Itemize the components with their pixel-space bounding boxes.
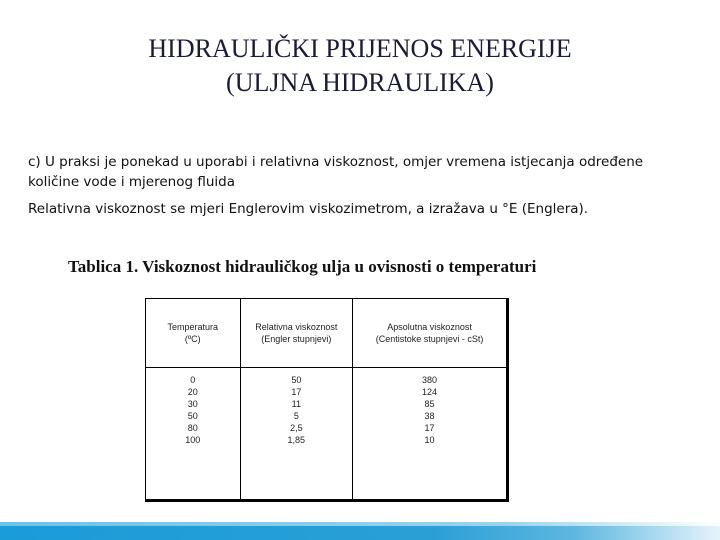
header-relative-unit: (Engler stupnjevi)	[261, 334, 332, 344]
table-cell: 17	[291, 387, 302, 397]
absolute-viscosity-values-cell	[353, 368, 508, 501]
table-cell: 85	[424, 399, 435, 409]
table-cell: 124	[422, 387, 438, 397]
table-cell: 100	[185, 435, 201, 445]
table-body-row	[146, 368, 508, 501]
table-cell: 80	[187, 423, 198, 433]
table-cell: 1,85	[287, 435, 306, 445]
table-header-row	[146, 299, 508, 368]
table-cell: 17	[424, 423, 435, 433]
table-cell: 2,5	[290, 423, 303, 433]
header-relative-label: Relativna viskoznost	[255, 322, 338, 332]
header-temperature-unit: (ºC)	[184, 334, 201, 344]
definition-term: relativna viskoznost	[259, 154, 395, 170]
table-cell: 10	[424, 435, 435, 445]
temperature-values-cell	[146, 368, 241, 501]
table-cell: 5	[293, 411, 299, 421]
header-absolute-unit: (Centistoke stupnjevi - cSt)	[375, 334, 484, 344]
table-cell: 0	[190, 375, 196, 385]
measurement-paragraph: Relativna viskoznost se mjeri Englerovim viskozimetrom, a izražava u °E (Englera).	[28, 201, 589, 217]
header-temperature-label: Temperatura	[167, 322, 219, 332]
relative-viscosity-values-cell	[240, 368, 353, 501]
table-cell: 38	[424, 411, 435, 421]
footer-gradient-bar	[0, 522, 720, 540]
table-cell: 50	[187, 411, 198, 421]
definition-paragraph	[28, 152, 688, 192]
table-cell: 380	[422, 375, 438, 385]
viscosity-table	[145, 298, 509, 502]
definition-suffix: , omjer vremena istjecanja određene količine vode i mjerenog fluida	[28, 154, 644, 190]
header-relative-viscosity	[240, 299, 353, 368]
definition-prefix: c) U praksi je ponekad u uporabi i	[28, 154, 260, 170]
table-cell: 11	[291, 399, 301, 409]
slide-title	[0, 32, 720, 100]
header-absolute-viscosity	[353, 299, 508, 368]
table-cell: 20	[187, 387, 198, 397]
table-cell: 30	[187, 399, 198, 409]
header-absolute-label: Apsolutna viskoznost	[387, 322, 472, 332]
title-line-2: (ULJNA HIDRAULIKA)	[226, 68, 494, 97]
table-cell: 50	[291, 375, 302, 385]
title-line-1: HIDRAULIČKI PRIJENOS ENERGIJE	[148, 34, 572, 63]
table-caption: Tablica 1. Viskoznost hidrauličkog ulja u ovisnosti o temperaturi	[68, 257, 537, 276]
header-temperature	[146, 299, 241, 368]
